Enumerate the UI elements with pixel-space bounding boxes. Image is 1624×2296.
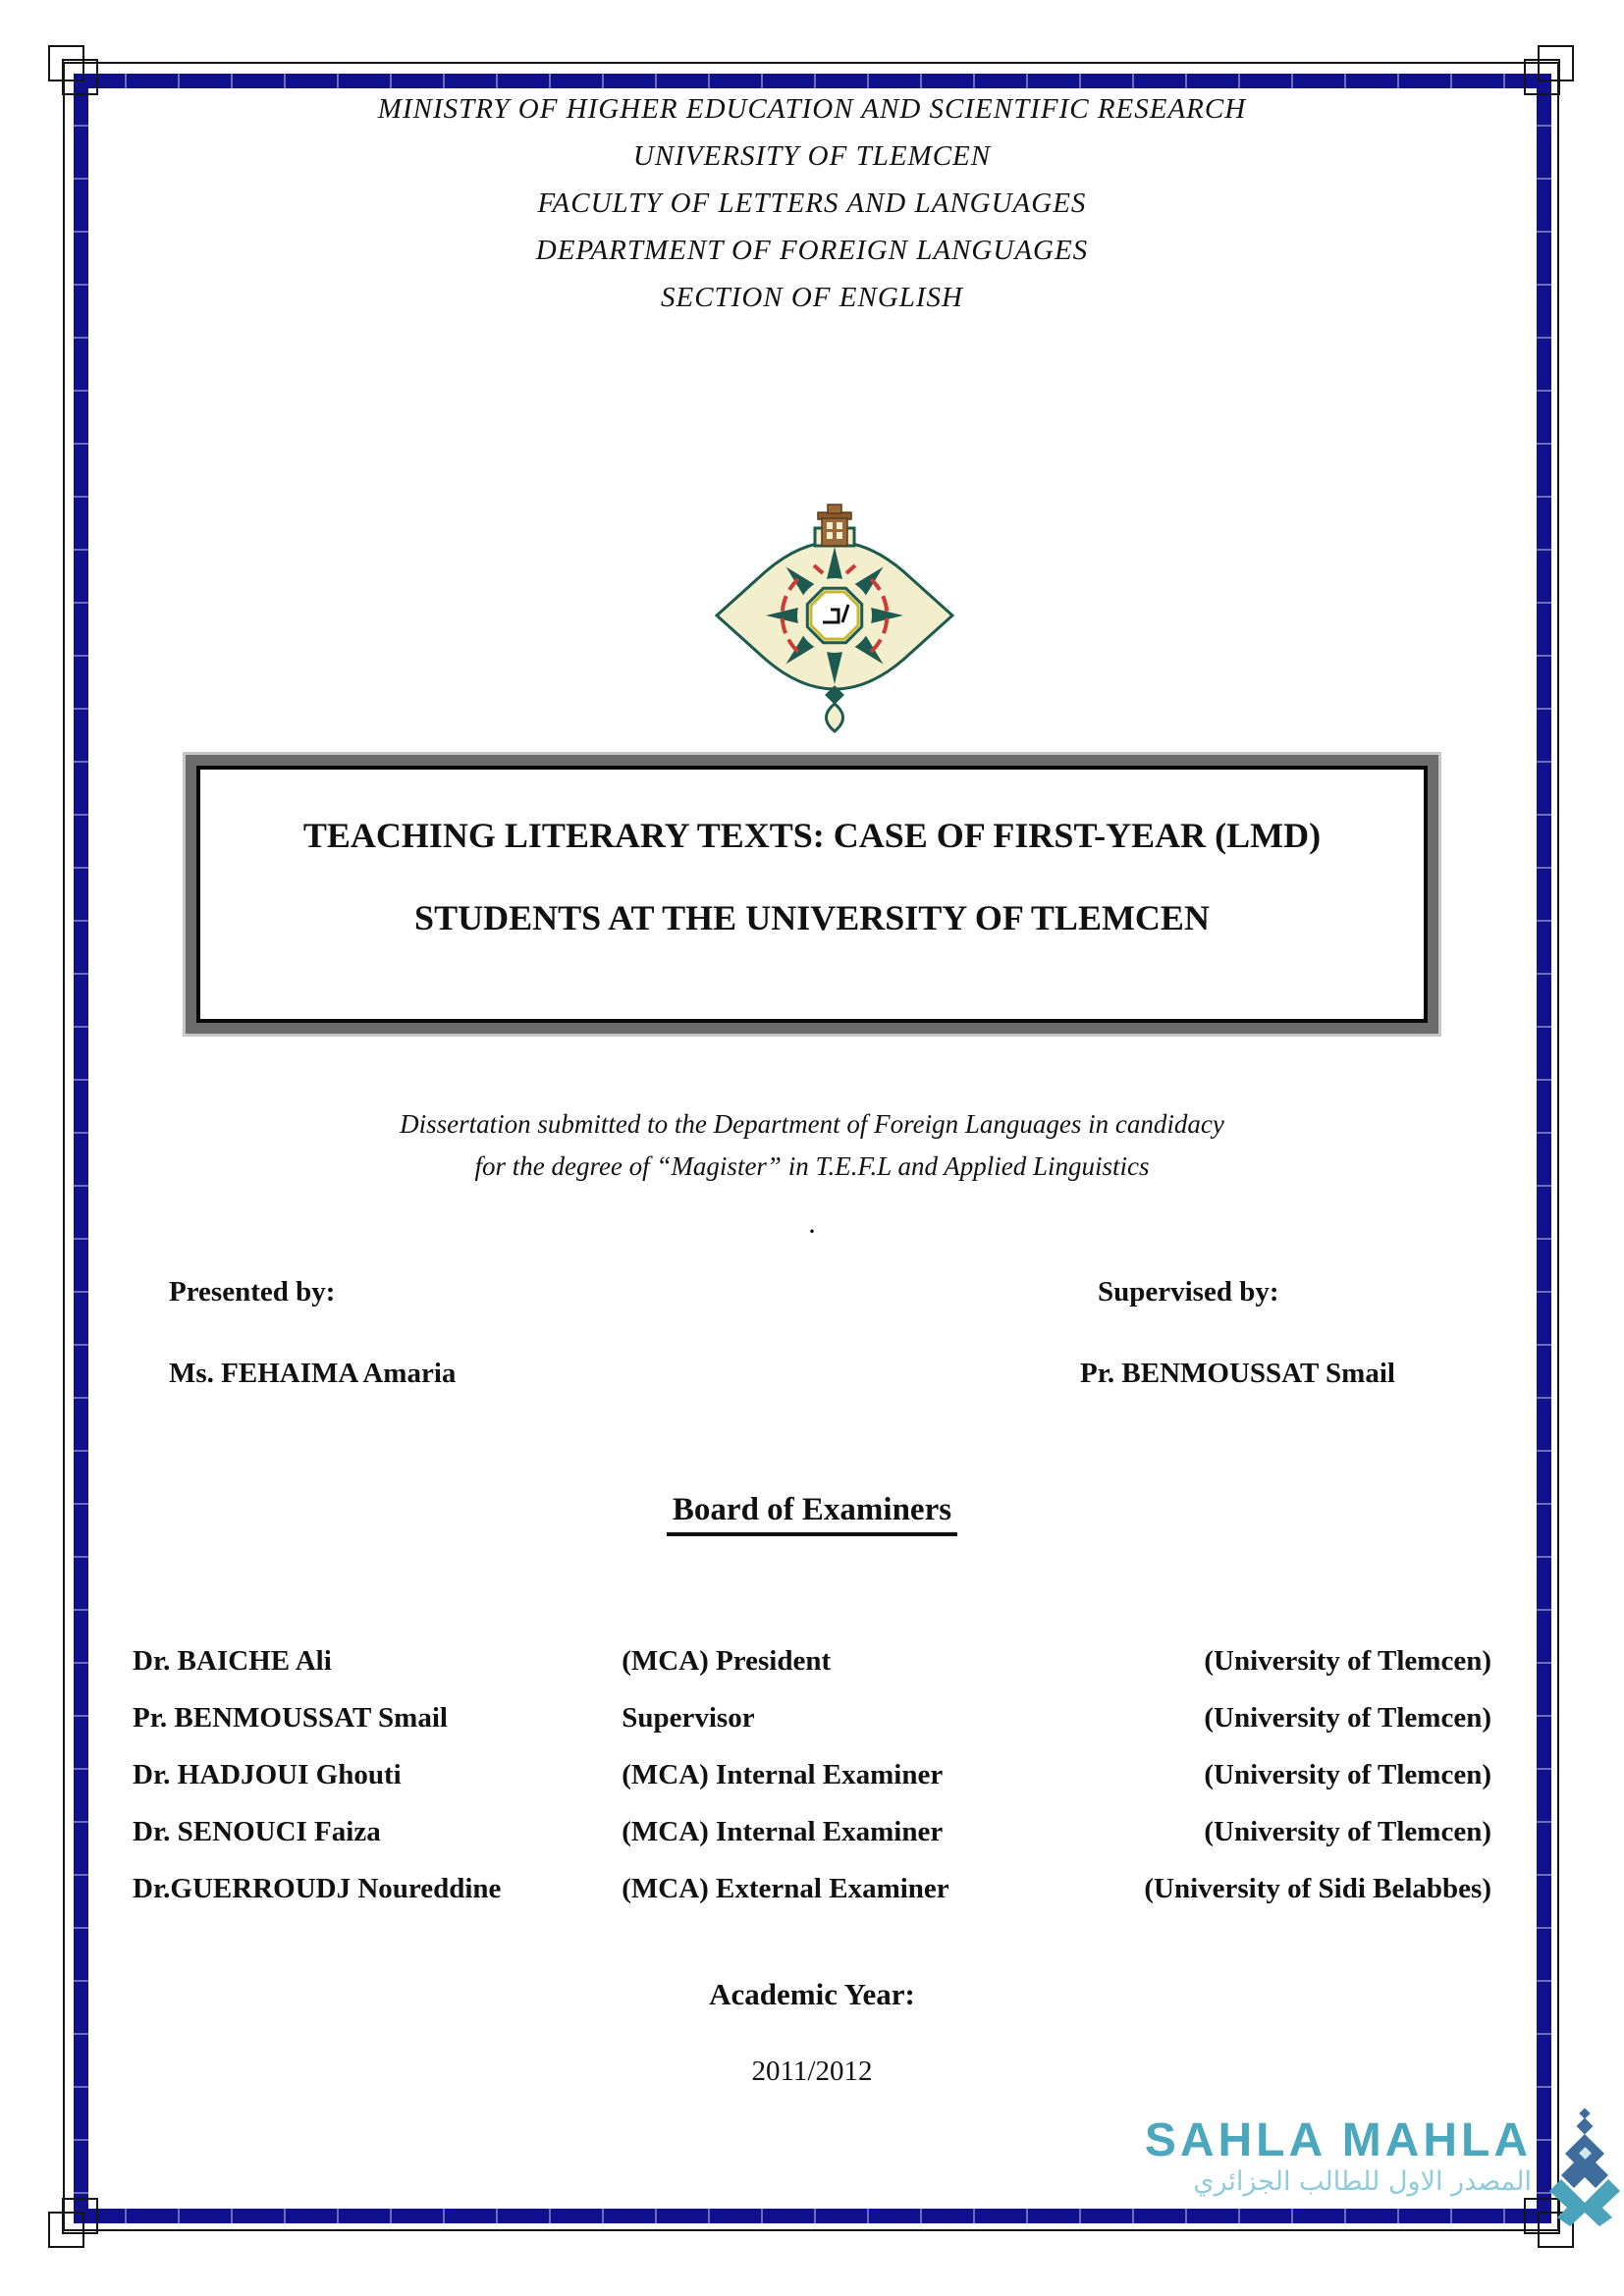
examiner-row [133, 1645, 1491, 1702]
corner-ornament-top-left-inner [62, 59, 98, 95]
header-line-section: SECTION OF ENGLISH [660, 282, 963, 313]
examiner-name: Dr.GUERROUDJ Noureddine [133, 1873, 502, 1904]
submission-note [0, 1103, 1624, 1188]
examiner-row [133, 1816, 1491, 1873]
examiner-row [133, 1759, 1491, 1816]
academic-year-value: 2011/2012 [751, 2056, 873, 2087]
examiner-university: (University of Tlemcen) [1204, 1645, 1491, 1677]
title-box [183, 752, 1441, 1037]
supervised-by-block [1080, 1276, 1395, 1390]
examiner-name: Dr. HADJOUI Ghouti [133, 1759, 402, 1790]
corner-ornament-top-right-inner [1524, 59, 1560, 95]
board-heading-wrap [0, 1492, 1624, 1536]
header-line-ministry: MINISTRY OF HIGHER EDUCATION AND SCIENTIFIC RESEARCH [377, 93, 1247, 125]
examiner-university: (University of Sidi Belabbes) [1144, 1873, 1491, 1904]
examiner-name: Dr. BAICHE Ali [133, 1645, 332, 1677]
supervised-by-label: Supervised by: [1098, 1276, 1279, 1308]
examiner-university: (University of Tlemcen) [1204, 1816, 1491, 1847]
sahla-mahla-logo-icon [1547, 2109, 1624, 2226]
examiner-role: (MCA) Internal Examiner [622, 1816, 944, 1847]
examiner-role: (MCA) President [622, 1645, 832, 1677]
institution-header [0, 92, 1624, 328]
examiner-role: (MCA) Internal Examiner [622, 1759, 944, 1790]
examiner-role: (MCA) External Examiner [622, 1873, 949, 1904]
sahla-mahla-arabic-tagline: المصدر الاول للطالب الجزائري [1193, 2166, 1532, 2197]
examiner-name: Pr. BENMOUSSAT Smail [133, 1702, 448, 1734]
sahla-mahla-brand-text: SAHLA MAHLA [1144, 2114, 1532, 2166]
supervisor-name: Pr. BENMOUSSAT Smail [1080, 1358, 1395, 1389]
examiner-row [133, 1873, 1491, 1930]
page-border-navy-band-bottom [74, 2209, 1551, 2223]
examiner-university: (University of Tlemcen) [1204, 1702, 1491, 1734]
stray-period: . [809, 1213, 815, 1238]
university-of-tlemcen-emblem-icon [712, 503, 957, 736]
page-border-navy-band-top [74, 74, 1551, 88]
examiner-row [133, 1702, 1491, 1759]
candidate-name: Ms. FEHAIMA Amaria [169, 1358, 457, 1389]
academic-year-label: Academic Year: [709, 1977, 915, 2011]
submission-note-line-1: Dissertation submitted to the Department of Foreign Languages in candidacy [400, 1109, 1224, 1139]
examiner-role: Supervisor [622, 1702, 755, 1734]
examiners-table [133, 1645, 1491, 1930]
corner-ornament-bottom-left-inner [62, 2198, 98, 2234]
title-box-bevel [186, 755, 1438, 1034]
dissertation-title-line-2: STUDENTS AT THE UNIVERSITY OF TLEMCEN [414, 898, 1210, 937]
title-box-panel [196, 766, 1428, 1023]
sahla-mahla-watermark [1145, 2116, 1532, 2199]
examiner-university: (University of Tlemcen) [1204, 1759, 1491, 1790]
presented-by-label: Presented by: [169, 1276, 336, 1308]
examiner-name: Dr. SENOUCI Faiza [133, 1816, 381, 1847]
header-line-university: UNIVERSITY OF TLEMCEN [632, 140, 992, 172]
submission-note-line-2: for the degree of “Magister” in T.E.F.L and Applied Linguistics [474, 1151, 1150, 1181]
dissertation-title-line-1: TEACHING LITERARY TEXTS: CASE OF FIRST-YEAR (LMD) [302, 816, 1322, 855]
board-of-examiners-heading: Board of Examiners [667, 1492, 957, 1536]
header-line-faculty: FACULTY OF LETTERS AND LANGUAGES [537, 187, 1087, 219]
presented-by-block [169, 1276, 456, 1390]
header-line-department: DEPARTMENT OF FOREIGN LANGUAGES [535, 235, 1089, 266]
